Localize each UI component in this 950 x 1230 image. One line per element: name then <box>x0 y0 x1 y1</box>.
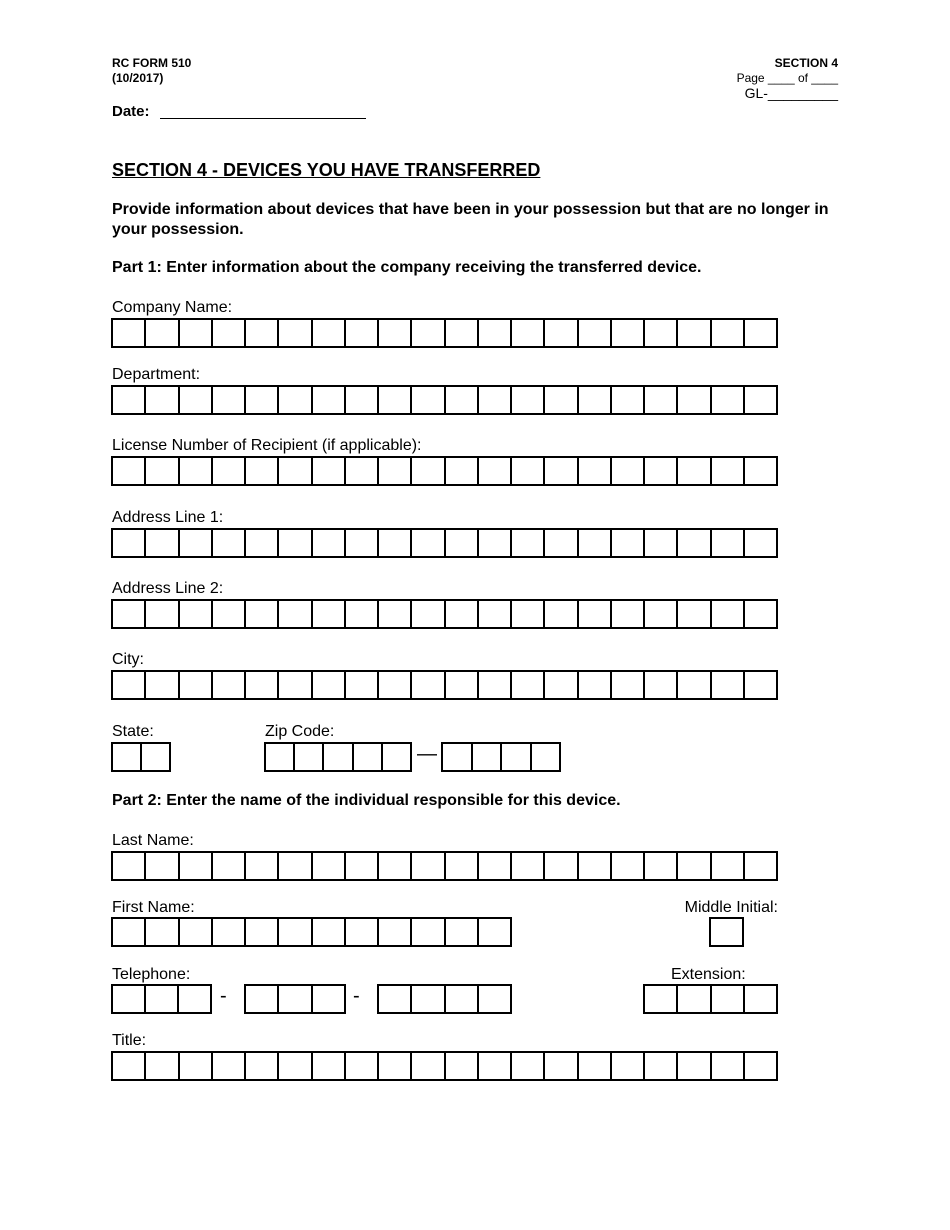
character-box[interactable] <box>146 853 179 879</box>
character-box[interactable] <box>545 387 578 413</box>
character-box[interactable] <box>446 458 479 484</box>
character-box[interactable] <box>346 387 379 413</box>
character-box[interactable] <box>678 853 711 879</box>
character-box[interactable] <box>313 530 346 556</box>
character-box[interactable] <box>532 744 560 770</box>
character-box[interactable] <box>379 320 412 346</box>
company-name-label: Company Name: <box>112 299 233 316</box>
character-box[interactable] <box>146 986 179 1012</box>
character-box[interactable] <box>645 853 678 879</box>
telephone-area-code-field[interactable] <box>111 984 212 1014</box>
character-box[interactable] <box>745 387 776 413</box>
character-box[interactable] <box>146 320 179 346</box>
character-box[interactable] <box>678 530 711 556</box>
character-box[interactable] <box>479 320 512 346</box>
character-box[interactable] <box>346 1053 379 1079</box>
character-box[interactable] <box>246 853 279 879</box>
character-box[interactable] <box>313 387 346 413</box>
license-number-field[interactable] <box>111 456 778 486</box>
character-box[interactable] <box>246 387 279 413</box>
extension-label: Extension: <box>671 966 746 983</box>
middle-initial-label: Middle Initial: <box>684 899 778 916</box>
part1-heading: Part 1: Enter information about the company receiving the transferred device. <box>112 259 702 276</box>
date-field[interactable] <box>160 101 366 119</box>
character-box[interactable] <box>612 601 645 627</box>
character-box[interactable] <box>146 601 179 627</box>
title-field[interactable] <box>111 1051 778 1081</box>
city-label: City: <box>112 651 144 668</box>
address-line1-field[interactable] <box>111 528 778 558</box>
character-box[interactable] <box>113 853 146 879</box>
character-box[interactable] <box>379 601 412 627</box>
character-box[interactable] <box>512 530 545 556</box>
character-box[interactable] <box>712 320 745 346</box>
character-box[interactable] <box>113 320 146 346</box>
character-box[interactable] <box>213 1053 246 1079</box>
character-box[interactable] <box>213 919 246 945</box>
character-box[interactable] <box>579 458 612 484</box>
character-box[interactable] <box>146 919 179 945</box>
character-box[interactable] <box>279 320 312 346</box>
address-line2-field[interactable] <box>111 599 778 629</box>
character-box[interactable] <box>512 672 545 698</box>
character-box[interactable] <box>279 919 312 945</box>
character-box[interactable] <box>479 458 512 484</box>
character-box[interactable] <box>712 986 745 1012</box>
character-box[interactable] <box>213 853 246 879</box>
character-box[interactable] <box>113 986 146 1012</box>
character-box[interactable] <box>113 387 146 413</box>
state-field[interactable] <box>111 742 171 772</box>
character-box[interactable] <box>279 530 312 556</box>
character-box[interactable] <box>545 672 578 698</box>
character-box[interactable] <box>213 320 246 346</box>
phone-separator-2: - <box>353 985 360 1007</box>
phone-separator-1: - <box>220 985 227 1007</box>
character-box[interactable] <box>146 530 179 556</box>
address-line1-label: Address Line 1: <box>112 509 224 526</box>
character-box[interactable] <box>678 458 711 484</box>
character-box[interactable] <box>246 320 279 346</box>
character-box[interactable] <box>446 387 479 413</box>
character-box[interactable] <box>313 320 346 346</box>
character-box[interactable] <box>180 601 213 627</box>
character-box[interactable] <box>745 458 776 484</box>
character-box[interactable] <box>180 919 213 945</box>
character-box[interactable] <box>612 458 645 484</box>
character-box[interactable] <box>645 1053 678 1079</box>
character-box[interactable] <box>512 320 545 346</box>
character-box[interactable] <box>412 1053 445 1079</box>
character-box[interactable] <box>645 320 678 346</box>
character-box[interactable] <box>412 601 445 627</box>
character-box[interactable] <box>479 986 510 1012</box>
character-box[interactable] <box>146 1053 179 1079</box>
character-box[interactable] <box>678 1053 711 1079</box>
character-box[interactable] <box>279 1053 312 1079</box>
character-box[interactable] <box>512 1053 545 1079</box>
character-box[interactable] <box>545 320 578 346</box>
character-box[interactable] <box>479 387 512 413</box>
character-box[interactable] <box>745 986 776 1012</box>
character-box[interactable] <box>678 320 711 346</box>
character-box[interactable] <box>645 601 678 627</box>
character-box[interactable] <box>612 387 645 413</box>
character-box[interactable] <box>379 986 412 1012</box>
character-box[interactable] <box>502 744 532 770</box>
character-box[interactable] <box>446 530 479 556</box>
character-box[interactable] <box>180 672 213 698</box>
character-box[interactable] <box>479 530 512 556</box>
character-box[interactable] <box>512 853 545 879</box>
zip-code-label: Zip Code: <box>265 723 335 740</box>
character-box[interactable] <box>379 1053 412 1079</box>
department-field[interactable] <box>111 385 778 415</box>
character-box[interactable] <box>443 744 473 770</box>
character-box[interactable] <box>412 387 445 413</box>
character-box[interactable] <box>745 672 776 698</box>
first-name-label: First Name: <box>112 899 195 916</box>
city-field[interactable] <box>111 670 778 700</box>
character-box[interactable] <box>313 601 346 627</box>
character-box[interactable] <box>479 853 512 879</box>
character-box[interactable] <box>712 387 745 413</box>
character-box[interactable] <box>579 387 612 413</box>
character-box[interactable] <box>512 601 545 627</box>
character-box[interactable] <box>712 530 745 556</box>
character-box[interactable] <box>346 672 379 698</box>
character-box[interactable] <box>479 601 512 627</box>
character-box[interactable] <box>645 458 678 484</box>
character-box[interactable] <box>579 1053 612 1079</box>
character-box[interactable] <box>180 1053 213 1079</box>
character-box[interactable] <box>579 601 612 627</box>
character-box[interactable] <box>246 986 279 1012</box>
character-box[interactable] <box>113 1053 146 1079</box>
character-box[interactable] <box>213 601 246 627</box>
gl-number: GL-_________ <box>744 85 838 101</box>
address-line2-label: Address Line 2: <box>112 580 224 597</box>
part2-heading: Part 2: Enter the name of the individual responsible for this device. <box>112 792 621 809</box>
character-box[interactable] <box>213 458 246 484</box>
character-box[interactable] <box>678 601 711 627</box>
character-box[interactable] <box>645 672 678 698</box>
form-revision-date: (10/2017) <box>112 71 164 85</box>
character-box[interactable] <box>113 458 146 484</box>
character-box[interactable] <box>179 986 210 1012</box>
character-box[interactable] <box>579 853 612 879</box>
character-box[interactable] <box>712 853 745 879</box>
character-box[interactable] <box>645 387 678 413</box>
character-box[interactable] <box>246 601 279 627</box>
character-box[interactable] <box>383 744 410 770</box>
character-box[interactable] <box>146 387 179 413</box>
last-name-label: Last Name: <box>112 832 194 849</box>
character-box[interactable] <box>512 458 545 484</box>
character-box[interactable] <box>379 853 412 879</box>
character-box[interactable] <box>313 672 346 698</box>
character-box[interactable] <box>678 986 711 1012</box>
character-box[interactable] <box>180 320 213 346</box>
character-box[interactable] <box>446 919 479 945</box>
zip-separator: — <box>417 743 437 765</box>
section-label: SECTION 4 <box>774 56 838 70</box>
character-box[interactable] <box>313 919 346 945</box>
character-box[interactable] <box>412 672 445 698</box>
character-box[interactable] <box>412 320 445 346</box>
character-box[interactable] <box>446 1053 479 1079</box>
first-name-field[interactable] <box>111 917 512 947</box>
character-box[interactable] <box>412 530 445 556</box>
form-id: RC FORM 510 <box>112 56 192 70</box>
character-box[interactable] <box>579 530 612 556</box>
character-box[interactable] <box>113 744 142 770</box>
character-box[interactable] <box>678 672 711 698</box>
character-box[interactable] <box>412 853 445 879</box>
character-box[interactable] <box>346 458 379 484</box>
character-box[interactable] <box>246 919 279 945</box>
character-box[interactable] <box>313 853 346 879</box>
character-box[interactable] <box>346 919 379 945</box>
character-box[interactable] <box>142 744 169 770</box>
character-box[interactable] <box>545 530 578 556</box>
license-number-label: License Number of Recipient (if applicable): <box>112 437 422 454</box>
character-box[interactable] <box>446 601 479 627</box>
character-box[interactable] <box>379 387 412 413</box>
character-box[interactable] <box>412 919 445 945</box>
company-name-field[interactable] <box>111 318 778 348</box>
telephone-label: Telephone: <box>112 966 191 983</box>
character-box[interactable] <box>113 601 146 627</box>
character-box[interactable] <box>645 530 678 556</box>
character-box[interactable] <box>346 853 379 879</box>
character-box[interactable] <box>246 672 279 698</box>
telephone-line-field[interactable] <box>377 984 512 1014</box>
character-box[interactable] <box>412 986 445 1012</box>
character-box[interactable] <box>678 387 711 413</box>
character-box[interactable] <box>446 672 479 698</box>
zip-code-field[interactable] <box>264 742 412 772</box>
character-box[interactable] <box>246 530 279 556</box>
telephone-prefix-field[interactable] <box>244 984 346 1014</box>
middle-initial-field[interactable] <box>709 917 744 947</box>
character-box[interactable] <box>113 530 146 556</box>
character-box[interactable] <box>712 672 745 698</box>
character-box[interactable] <box>346 530 379 556</box>
character-box[interactable] <box>324 744 353 770</box>
character-box[interactable] <box>379 672 412 698</box>
character-box[interactable] <box>354 744 383 770</box>
character-box[interactable] <box>612 672 645 698</box>
character-box[interactable] <box>346 320 379 346</box>
character-box[interactable] <box>113 672 146 698</box>
extension-field[interactable] <box>643 984 778 1014</box>
character-box[interactable] <box>612 1053 645 1079</box>
last-name-field[interactable] <box>111 851 778 881</box>
character-box[interactable] <box>180 458 213 484</box>
character-box[interactable] <box>146 672 179 698</box>
zip-extension-field[interactable] <box>441 742 561 772</box>
character-box[interactable] <box>712 1053 745 1079</box>
character-box[interactable] <box>346 601 379 627</box>
character-box[interactable] <box>579 672 612 698</box>
character-box[interactable] <box>246 1053 279 1079</box>
character-box[interactable] <box>745 530 776 556</box>
character-box[interactable] <box>545 853 578 879</box>
character-box[interactable] <box>146 458 179 484</box>
character-box[interactable] <box>180 530 213 556</box>
character-box[interactable] <box>473 744 503 770</box>
character-box[interactable] <box>379 530 412 556</box>
character-box[interactable] <box>745 853 776 879</box>
character-box[interactable] <box>246 458 279 484</box>
character-box[interactable] <box>379 919 412 945</box>
character-box[interactable] <box>446 986 479 1012</box>
character-box[interactable] <box>512 387 545 413</box>
state-label: State: <box>112 723 154 740</box>
character-box[interactable] <box>479 1053 512 1079</box>
character-box[interactable] <box>213 387 246 413</box>
character-box[interactable] <box>612 320 645 346</box>
character-box[interactable] <box>180 853 213 879</box>
page-number: Page ____ of ____ <box>736 71 838 85</box>
character-box[interactable] <box>279 458 312 484</box>
character-box[interactable] <box>313 458 346 484</box>
character-box[interactable] <box>279 387 312 413</box>
character-box[interactable] <box>711 919 742 945</box>
date-label: Date: <box>112 103 150 120</box>
character-box[interactable] <box>545 601 578 627</box>
character-box[interactable] <box>745 601 776 627</box>
character-box[interactable] <box>446 320 479 346</box>
character-box[interactable] <box>180 387 213 413</box>
character-box[interactable] <box>213 530 246 556</box>
character-box[interactable] <box>446 853 479 879</box>
character-box[interactable] <box>745 320 776 346</box>
character-box[interactable] <box>479 919 510 945</box>
character-box[interactable] <box>113 919 146 945</box>
character-box[interactable] <box>279 853 312 879</box>
character-box[interactable] <box>412 458 445 484</box>
character-box[interactable] <box>313 1053 346 1079</box>
character-box[interactable] <box>313 986 344 1012</box>
character-box[interactable] <box>279 601 312 627</box>
character-box[interactable] <box>266 744 295 770</box>
character-box[interactable] <box>579 320 612 346</box>
page-title: SECTION 4 - DEVICES YOU HAVE TRANSFERRED <box>112 160 541 180</box>
character-box[interactable] <box>712 458 745 484</box>
intro-text: Provide information about devices that have been in your possession but that are no longer in your possession. <box>112 201 829 238</box>
character-box[interactable] <box>279 672 312 698</box>
character-box[interactable] <box>279 986 312 1012</box>
character-box[interactable] <box>545 458 578 484</box>
character-box[interactable] <box>545 1053 578 1079</box>
title-label: Title: <box>112 1032 147 1049</box>
character-box[interactable] <box>712 601 745 627</box>
character-box[interactable] <box>479 672 512 698</box>
character-box[interactable] <box>295 744 324 770</box>
character-box[interactable] <box>379 458 412 484</box>
character-box[interactable] <box>745 1053 776 1079</box>
department-label: Department: <box>112 366 201 383</box>
character-box[interactable] <box>645 986 678 1012</box>
character-box[interactable] <box>612 530 645 556</box>
character-box[interactable] <box>213 672 246 698</box>
character-box[interactable] <box>612 853 645 879</box>
